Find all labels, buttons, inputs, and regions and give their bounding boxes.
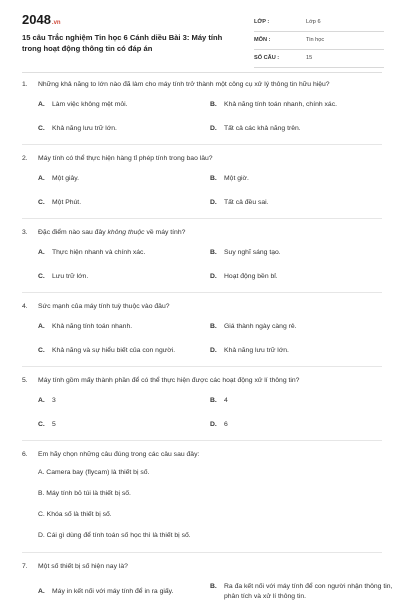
question-list bbox=[22, 80, 393, 602]
question-divider bbox=[22, 292, 382, 293]
meta-row-subject bbox=[254, 32, 384, 50]
option-letter: D. bbox=[210, 347, 217, 354]
question-text: Máy tính gồm mấy thành phần để có thể thực hiện được các hoạt động xử lí thông tin? bbox=[38, 377, 300, 384]
option-letter: A. bbox=[38, 397, 45, 404]
option-text: Một giây. bbox=[52, 175, 80, 182]
option-letter: C. bbox=[38, 347, 45, 354]
option-text: Thực hiện nhanh và chính xác. bbox=[52, 249, 146, 256]
option-b[interactable] bbox=[210, 322, 398, 332]
question-divider bbox=[22, 552, 382, 553]
option-letter: D. bbox=[210, 125, 217, 132]
logo-domain: .vn bbox=[51, 20, 61, 26]
question-5 bbox=[22, 376, 382, 430]
option-d[interactable] bbox=[210, 420, 398, 430]
option-c[interactable] bbox=[38, 346, 210, 356]
statement-item[interactable]: D. Cái gì dùng để tính toán số học thì là thiết bị số. bbox=[38, 532, 191, 539]
option-text: Tất cả đều sai. bbox=[224, 199, 269, 206]
option-text: 4 bbox=[224, 397, 228, 404]
logo-number: 2048 bbox=[22, 12, 51, 27]
option-text: Khả năng lưu trữ lớn. bbox=[52, 125, 117, 132]
option-letter: D. bbox=[210, 199, 217, 206]
option-letter: B. bbox=[210, 583, 217, 590]
option-a[interactable] bbox=[38, 248, 210, 258]
option-text: Ra đa kết nối với máy tính để con người nhận thông tin, phân tích và xử lí thông tin. bbox=[224, 583, 393, 600]
option-letter: B. bbox=[210, 397, 217, 404]
option-text: Một giờ. bbox=[224, 175, 249, 182]
option-a[interactable] bbox=[38, 322, 210, 332]
option-text: Tất cả các khả năng trên. bbox=[224, 125, 301, 132]
question-6 bbox=[22, 450, 382, 541]
meta-row-count bbox=[254, 50, 384, 68]
option-b[interactable] bbox=[210, 396, 398, 406]
option-letter: A. bbox=[38, 175, 45, 182]
option-letter: C. bbox=[38, 421, 45, 428]
option-letter: A. bbox=[38, 101, 45, 108]
meta-value: Lớp 6 bbox=[306, 19, 321, 25]
question-text: Những khả năng to lớn nào đã làm cho máy tính trở thành một công cụ xử lý thông tin hữu hiệu? bbox=[38, 81, 330, 88]
option-b[interactable] bbox=[210, 582, 398, 602]
header-divider bbox=[22, 72, 382, 73]
question-number: 2. bbox=[22, 155, 28, 162]
option-b[interactable] bbox=[210, 100, 398, 110]
option-text: Khả năng tính toán nhanh. bbox=[52, 323, 133, 330]
meta-label: MÔN : bbox=[254, 37, 271, 43]
question-number: 4. bbox=[22, 303, 28, 310]
option-letter: A. bbox=[38, 249, 45, 256]
page-title: 15 câu Trắc nghiệm Tin học 6 Cánh diều Bài 3: Máy tính trong hoạt động thông tin có đáp án bbox=[22, 33, 223, 53]
option-letter: B. bbox=[210, 323, 217, 330]
option-a[interactable] bbox=[38, 174, 210, 184]
option-letter: C. bbox=[38, 273, 45, 280]
meta-value: 15 bbox=[306, 55, 313, 61]
question-divider bbox=[22, 440, 382, 441]
question-2 bbox=[22, 154, 382, 208]
option-text: Khả năng tính toán nhanh, chính xác. bbox=[224, 101, 337, 108]
option-c[interactable] bbox=[38, 124, 210, 134]
option-a[interactable] bbox=[38, 587, 210, 597]
option-a[interactable] bbox=[38, 100, 210, 110]
option-d[interactable] bbox=[210, 272, 398, 282]
option-letter: C. bbox=[38, 199, 45, 206]
statement-item[interactable]: A. Camera bay (flycam) là thiết bị số. bbox=[38, 469, 150, 476]
meta-value: Tin học bbox=[306, 37, 325, 43]
meta-row-class bbox=[254, 14, 384, 32]
option-d[interactable] bbox=[210, 198, 398, 208]
question-text-emphasis: không thuộc bbox=[107, 229, 145, 236]
question-text-start: Đặc điểm nào sau đây bbox=[38, 229, 108, 236]
option-letter: D. bbox=[210, 273, 217, 280]
question-number: 6. bbox=[22, 451, 28, 458]
question-divider bbox=[22, 366, 382, 367]
meta-table bbox=[254, 14, 384, 68]
option-text: Hoạt động bền bỉ. bbox=[224, 273, 278, 280]
meta-label: SỐ CÂU : bbox=[254, 55, 280, 61]
question-divider bbox=[22, 218, 382, 219]
option-text: Khả năng lưu trữ lớn. bbox=[224, 347, 289, 354]
question-3 bbox=[22, 228, 382, 282]
option-c[interactable] bbox=[38, 272, 210, 282]
question-4 bbox=[22, 302, 382, 356]
option-text: Lưu trữ lớn. bbox=[52, 273, 89, 280]
option-b[interactable] bbox=[210, 248, 398, 258]
question-number: 1. bbox=[22, 81, 28, 88]
question-number: 5. bbox=[22, 377, 28, 384]
option-text: 3 bbox=[52, 397, 56, 404]
question-text-end: về máy tính? bbox=[144, 229, 186, 236]
option-text: Suy nghĩ sáng tạo. bbox=[224, 249, 281, 256]
option-text: 5 bbox=[52, 421, 56, 428]
question-number: 7. bbox=[22, 563, 28, 570]
option-text: Giá thành ngày càng rẻ. bbox=[224, 323, 297, 330]
question-7 bbox=[22, 562, 393, 602]
statement-item[interactable]: C. Khóa số là thiết bị số. bbox=[38, 511, 112, 518]
statement-list bbox=[38, 468, 382, 541]
option-text: Một Phút. bbox=[52, 199, 82, 206]
option-letter: B. bbox=[210, 249, 217, 256]
question-divider bbox=[22, 144, 382, 145]
option-letter: B. bbox=[210, 101, 217, 108]
option-d[interactable] bbox=[210, 346, 398, 356]
question-text: Em hãy chọn những câu đúng trong các câu sau đây: bbox=[38, 451, 200, 458]
question-1 bbox=[22, 80, 382, 134]
option-letter: B. bbox=[210, 175, 217, 182]
question-number: 3. bbox=[22, 229, 28, 236]
option-a[interactable] bbox=[38, 396, 210, 406]
statement-item[interactable]: B. Máy tính bỏ túi là thiết bị số. bbox=[38, 490, 131, 497]
meta-label: LỚP : bbox=[254, 19, 270, 25]
option-text: Làm việc không mệt mỏi. bbox=[52, 101, 128, 108]
question-text: Một số thiết bị số hiện nay là? bbox=[38, 563, 128, 570]
option-c[interactable] bbox=[38, 198, 210, 208]
option-text: 6 bbox=[224, 421, 228, 428]
option-text: Máy in kết nối với máy tính để in ra giấy. bbox=[52, 588, 174, 595]
question-text bbox=[38, 228, 382, 238]
site-logo[interactable] bbox=[22, 12, 61, 27]
question-text: Máy tính có thể thực hiện hàng tỉ phép tính trong bao lâu? bbox=[38, 155, 213, 162]
option-letter: A. bbox=[38, 588, 45, 595]
option-d[interactable] bbox=[210, 124, 398, 134]
question-text: Sức mạnh của máy tính tuỳ thuộc vào đâu? bbox=[38, 303, 170, 310]
option-letter: D. bbox=[210, 421, 217, 428]
option-b[interactable] bbox=[210, 174, 398, 184]
option-letter: A. bbox=[38, 323, 45, 330]
option-letter: C. bbox=[38, 125, 45, 132]
option-text: Khả năng và sự hiểu biết của con người. bbox=[52, 347, 176, 354]
option-c[interactable] bbox=[38, 420, 210, 430]
header bbox=[22, 12, 382, 70]
